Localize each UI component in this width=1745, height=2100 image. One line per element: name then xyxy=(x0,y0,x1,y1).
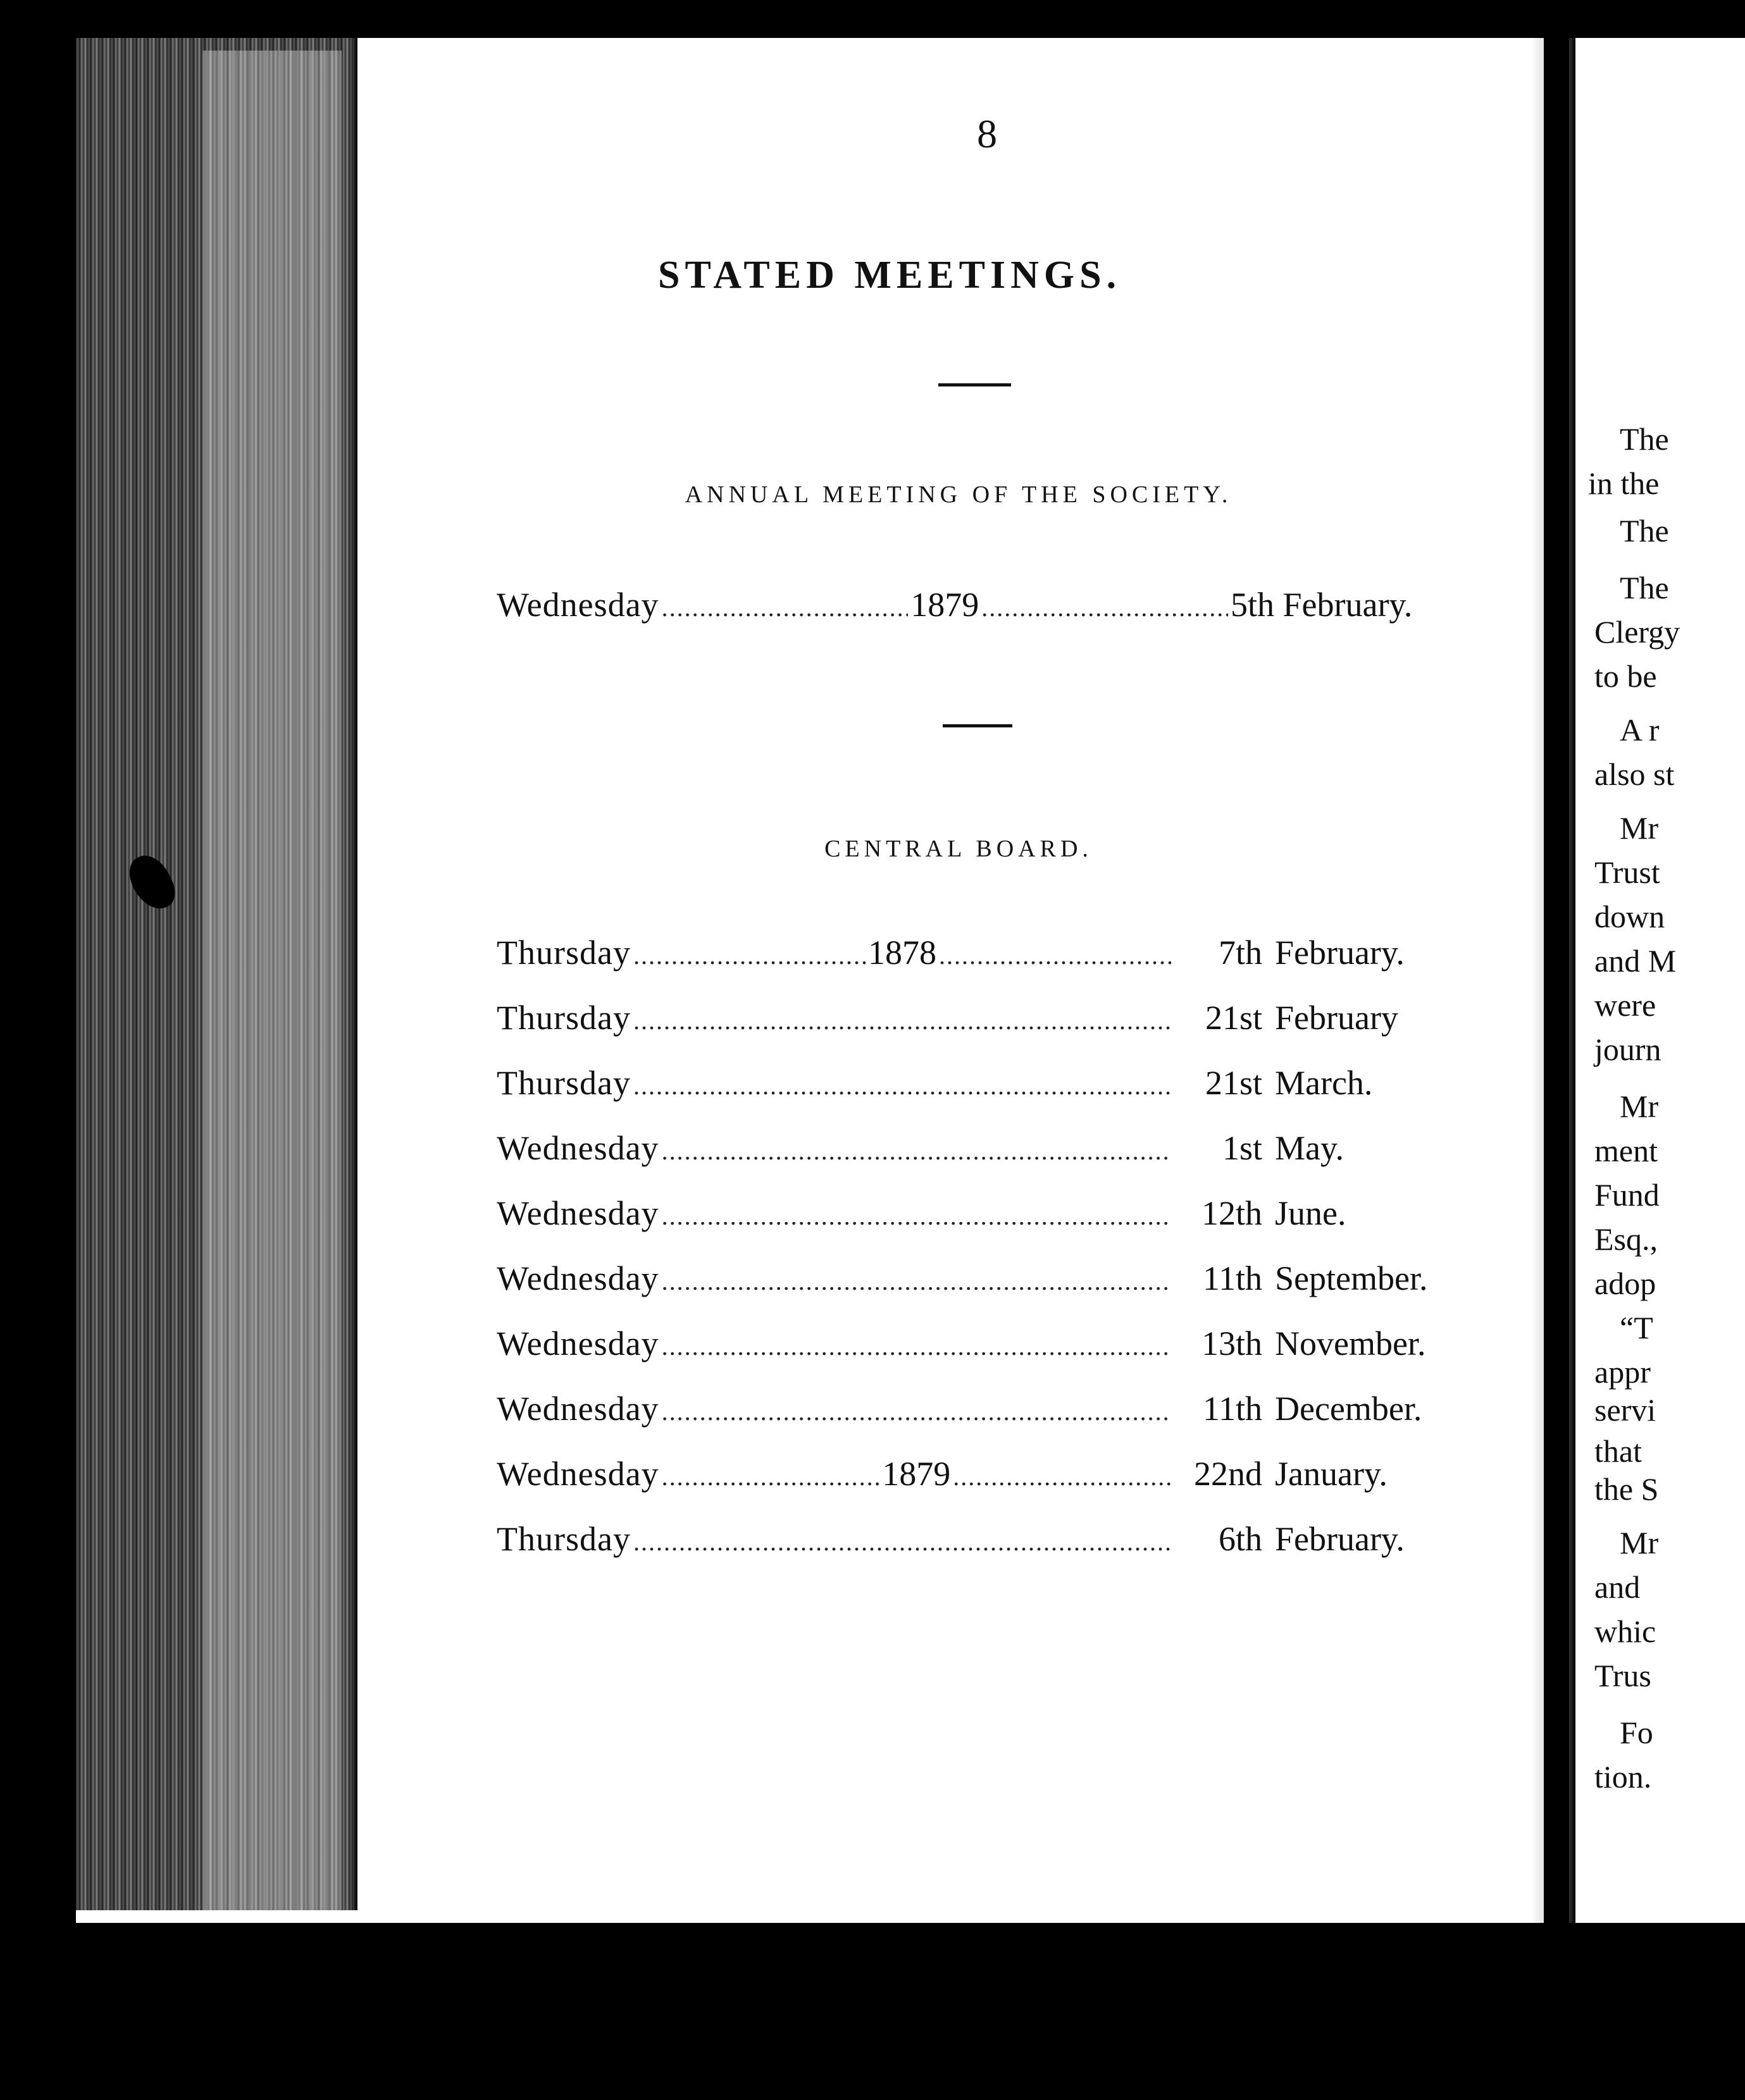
leader-dots xyxy=(662,1331,1171,1361)
meeting-day-of-month: 12th xyxy=(1201,1194,1262,1232)
facing-page-text-line: and xyxy=(1594,1569,1641,1605)
meeting-day-of-month: 13th xyxy=(1201,1325,1262,1362)
facing-page-text-line: Mr xyxy=(1620,810,1659,846)
leader-dots xyxy=(662,1397,1171,1426)
meeting-day-of-month: 7th xyxy=(1218,934,1262,972)
meeting-day: Wednesday xyxy=(497,1259,659,1297)
meeting-day: Wednesday xyxy=(497,586,659,624)
meeting-date: 5th February. xyxy=(1231,586,1413,624)
leader-dots xyxy=(633,941,866,970)
facing-page-text-line: and M xyxy=(1594,943,1677,979)
meeting-day-of-month: 22nd xyxy=(1194,1455,1262,1493)
facing-page-text-line: Mr xyxy=(1620,1089,1659,1124)
facing-page-text-line: appr xyxy=(1594,1354,1651,1390)
meeting-day: Wednesday xyxy=(497,1455,659,1493)
meeting-month: November. xyxy=(1275,1325,1426,1362)
annual-meeting-heading: ANNUAL MEETING OF THE SOCIETY. xyxy=(685,481,1233,508)
facing-page-text-line: Trus xyxy=(1594,1658,1651,1693)
facing-page-text-line: “T xyxy=(1620,1310,1653,1345)
meeting-day-of-month: 6th xyxy=(1218,1520,1262,1558)
facing-page-text-line: adop xyxy=(1594,1266,1656,1301)
page-gutter xyxy=(1544,25,1569,1923)
meeting-day: Thursday xyxy=(497,1520,631,1558)
facing-page-text-line: servi xyxy=(1594,1392,1656,1428)
meeting-month: March. xyxy=(1275,1064,1373,1102)
leader-dots xyxy=(939,941,1171,970)
facing-page-text-line: The xyxy=(1620,421,1669,457)
meeting-month: June. xyxy=(1275,1194,1346,1232)
facing-page-text-line: Trust xyxy=(1594,855,1660,890)
meeting-row xyxy=(497,998,1458,1049)
meeting-row xyxy=(497,933,1458,984)
meeting-month: February. xyxy=(1275,1520,1405,1558)
meeting-year: 1879 xyxy=(910,586,979,624)
page-title: STATED MEETINGS. xyxy=(658,254,1122,297)
leader-dots xyxy=(662,1462,880,1492)
leader-dots xyxy=(662,1201,1171,1231)
scan-border-left xyxy=(0,0,76,2100)
facing-page-text-line: Fo xyxy=(1620,1715,1653,1750)
facing-page-text-line: in the xyxy=(1588,466,1660,501)
facing-page-text-line: to be xyxy=(1594,658,1657,694)
meeting-month: September. xyxy=(1275,1259,1428,1297)
meeting-row xyxy=(497,1063,1458,1114)
meeting-month: February. xyxy=(1274,934,1405,972)
facing-page-text-line: were xyxy=(1594,987,1656,1023)
meeting-day: Wednesday xyxy=(497,1325,659,1362)
meeting-day: Wednesday xyxy=(497,1129,659,1167)
facing-page-text-line: The xyxy=(1620,513,1669,548)
meeting-row xyxy=(497,1128,1458,1179)
meeting-row xyxy=(497,1519,1458,1570)
facing-page-text-line: Fund xyxy=(1594,1177,1660,1213)
meeting-day: Thursday xyxy=(497,1064,631,1102)
facing-page-text-line: the S xyxy=(1594,1471,1659,1507)
meeting-month: February xyxy=(1275,999,1398,1037)
leader-dots xyxy=(633,1006,1171,1035)
scan-border-bottom xyxy=(0,1923,1745,2100)
meeting-year: 1878 xyxy=(867,934,936,972)
meeting-row xyxy=(497,1324,1458,1374)
leader-dots xyxy=(633,1071,1171,1101)
leader-dots xyxy=(633,1527,1171,1557)
facing-page-text-line: Mr xyxy=(1620,1525,1659,1560)
section-divider xyxy=(943,724,1012,727)
meeting-day-of-month: 11th xyxy=(1203,1390,1262,1428)
meeting-day-of-month: 11th xyxy=(1203,1259,1262,1297)
leader-dots xyxy=(953,1462,1171,1492)
page-number: 8 xyxy=(977,111,997,156)
scan-border-top xyxy=(0,0,1745,38)
meeting-month: December. xyxy=(1275,1390,1422,1428)
facing-page-text-line: tion. xyxy=(1594,1759,1652,1794)
meeting-day-of-month: 21st xyxy=(1205,1064,1262,1102)
facing-page xyxy=(1575,38,1745,1923)
central-board-heading: CENTRAL BOARD. xyxy=(824,836,1093,862)
leader-dots xyxy=(662,1136,1171,1166)
leader-dots xyxy=(981,593,1228,622)
meeting-month: January. xyxy=(1275,1455,1388,1493)
facing-page-text-line: Esq., xyxy=(1594,1221,1658,1257)
title-divider xyxy=(938,383,1011,386)
facing-page-text-line: journ xyxy=(1594,1032,1661,1067)
facing-page-text-line: Clergy xyxy=(1594,614,1680,650)
meeting-day-of-month: 1st xyxy=(1222,1129,1262,1167)
facing-page-text-line: The xyxy=(1620,570,1669,605)
facing-page-text-line: A r xyxy=(1620,712,1660,748)
meeting-row xyxy=(497,1454,1458,1505)
meeting-row xyxy=(497,1194,1458,1244)
meeting-row xyxy=(497,1259,1458,1309)
meeting-day: Wednesday xyxy=(497,1390,659,1428)
meeting-day: Thursday xyxy=(497,934,631,972)
leader-dots xyxy=(662,1266,1171,1296)
facing-page-text-line: whic xyxy=(1594,1614,1656,1649)
meeting-year: 1879 xyxy=(882,1455,951,1493)
facing-page-text-line: ment xyxy=(1594,1133,1658,1168)
annual-meeting-row xyxy=(497,585,1458,636)
meeting-day-of-month: 21st xyxy=(1205,999,1262,1037)
meeting-month: May. xyxy=(1275,1129,1344,1167)
meeting-day: Thursday xyxy=(497,999,631,1037)
facing-page-text-line: that xyxy=(1594,1433,1642,1469)
facing-page-text-line: also st xyxy=(1594,757,1675,792)
book-page-edges-highlight xyxy=(202,51,342,1910)
meeting-day: Wednesday xyxy=(497,1194,659,1232)
facing-page-text-line: down xyxy=(1594,899,1665,934)
meeting-row xyxy=(497,1389,1458,1440)
leader-dots xyxy=(662,593,909,622)
